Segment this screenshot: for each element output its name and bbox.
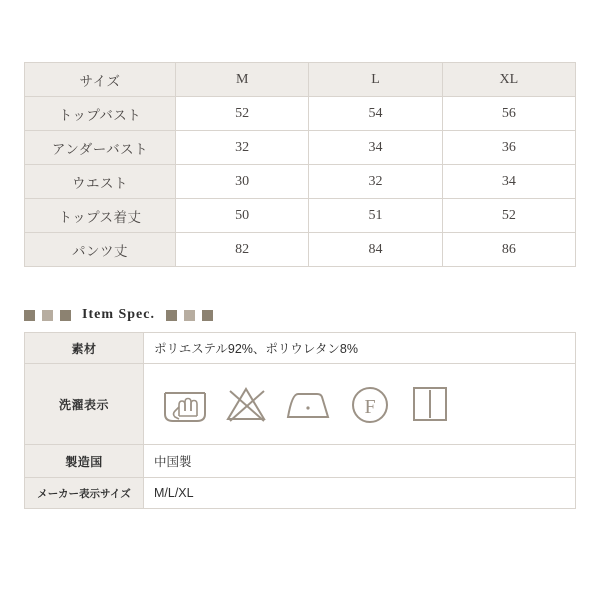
size-table-body <box>25 97 576 267</box>
size-cell-xl: 52 <box>442 199 575 233</box>
size-cell-m: 32 <box>176 131 309 165</box>
size-table-container <box>24 62 576 267</box>
square-decoration-icon <box>202 310 213 321</box>
square-decoration-icon <box>42 310 53 321</box>
low-iron-icon <box>284 383 332 425</box>
spec-label-maker-size: メーカー表示サイズ <box>25 478 144 509</box>
size-row-label: パンツ丈 <box>25 233 176 267</box>
size-cell-m: 30 <box>176 165 309 199</box>
wash-care-symbols <box>154 383 565 425</box>
square-decoration-icon <box>166 310 177 321</box>
size-row-label: ウエスト <box>25 165 176 199</box>
size-cell-m: 52 <box>176 97 309 131</box>
spec-table-container <box>24 332 576 509</box>
table-row <box>25 63 576 97</box>
spec-value-material: ポリエステル92%、ポリウレタン8% <box>144 333 576 364</box>
size-cell-m: 82 <box>176 233 309 267</box>
size-table-header-m: M <box>176 63 309 97</box>
hang-dry-icon <box>408 383 452 425</box>
item-spec-heading <box>24 305 213 325</box>
spec-label-country: 製造国 <box>25 445 144 478</box>
size-cell-l: 84 <box>309 233 442 267</box>
size-table <box>24 62 576 267</box>
size-cell-xl: 36 <box>442 131 575 165</box>
size-table-header-size: サイズ <box>25 63 176 97</box>
no-bleach-icon <box>224 383 268 425</box>
table-row <box>25 97 576 131</box>
spec-value-wash <box>144 364 576 445</box>
size-cell-l: 54 <box>309 97 442 131</box>
spec-table <box>24 332 576 509</box>
table-row <box>25 131 576 165</box>
size-cell-m: 50 <box>176 199 309 233</box>
table-row <box>25 233 576 267</box>
table-row <box>25 165 576 199</box>
size-cell-l: 32 <box>309 165 442 199</box>
spec-label-material: 素材 <box>25 333 144 364</box>
size-row-label: トップス着丈 <box>25 199 176 233</box>
spec-table-body <box>25 333 576 509</box>
hand-wash-icon <box>162 383 208 425</box>
size-cell-xl: 86 <box>442 233 575 267</box>
size-cell-l: 51 <box>309 199 442 233</box>
spec-label-wash: 洗濯表示 <box>25 364 144 445</box>
square-decoration-icon <box>60 310 71 321</box>
table-row <box>25 364 576 445</box>
spec-value-maker-size: M/L/XL <box>144 478 576 509</box>
size-table-header-l: L <box>309 63 442 97</box>
square-decoration-icon <box>184 310 195 321</box>
size-table-header-xl: XL <box>442 63 575 97</box>
size-cell-l: 34 <box>309 131 442 165</box>
table-row <box>25 333 576 364</box>
dryclean-f-icon <box>348 383 392 425</box>
size-cell-xl: 34 <box>442 165 575 199</box>
size-cell-xl: 56 <box>442 97 575 131</box>
table-row <box>25 478 576 509</box>
spec-value-country: 中国製 <box>144 445 576 478</box>
svg-text:F: F <box>364 396 376 418</box>
table-row <box>25 199 576 233</box>
size-row-label: アンダーバスト <box>25 131 176 165</box>
size-row-label: トップバスト <box>25 97 176 131</box>
size-table-header <box>25 63 576 97</box>
table-row <box>25 445 576 478</box>
square-decoration-icon <box>24 310 35 321</box>
section-title: Item Spec. <box>82 307 155 322</box>
